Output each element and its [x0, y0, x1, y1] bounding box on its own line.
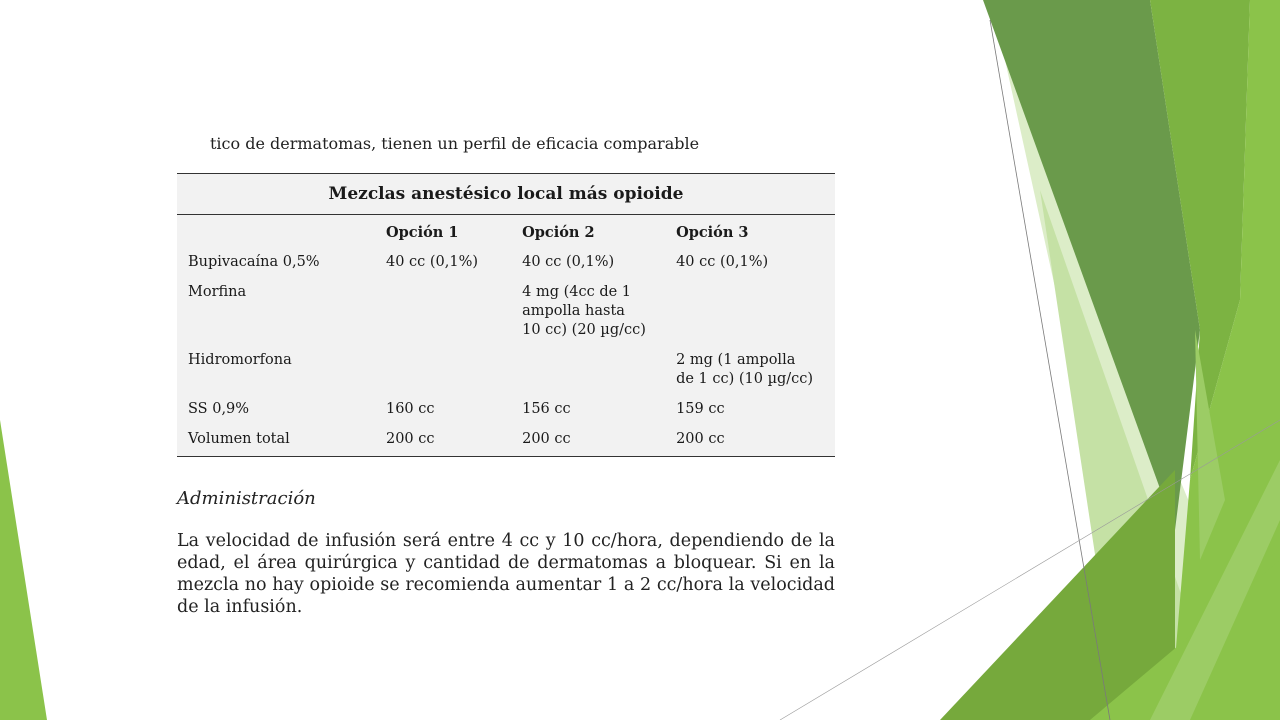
- body-paragraph: La velocidad de infusión será entre 4 cc y 10 cc/hora, dependiendo de la edad, el área quirúrgica y cantidad de dermatomas a bloquear. Si en la mezcla no hay opioide se recomienda aumentar 1 a 2 cc/hora la velocidad de la infusión.: [177, 531, 835, 617]
- section-heading: Administración: [177, 488, 316, 509]
- table-cell: 156 cc: [522, 401, 571, 417]
- table-cell: 2 mg (1 ampolla de 1 cc) (10 µg/cc): [676, 352, 814, 387]
- header-option-3: Opción 3: [676, 224, 749, 241]
- table-cell: 200 cc: [676, 431, 725, 447]
- table-cell: [386, 351, 522, 400]
- table-row: [177, 283, 835, 351]
- header-option-1: Opción 1: [385, 224, 459, 241]
- table-cell: 40 cc (0,1%): [676, 254, 769, 270]
- table-cell: [522, 351, 676, 400]
- row-label: Hidromorfona: [188, 352, 292, 368]
- row-label: Morfina: [188, 284, 247, 300]
- table-cell: 40 cc (0,1%): [385, 254, 479, 270]
- header-option-2: Opción 2: [522, 224, 595, 241]
- table-row: [177, 400, 835, 430]
- left-green-wedge: [0, 420, 47, 720]
- header-blank: [177, 223, 386, 253]
- cut-off-text: tico de dermatomas, tienen un perfil de eficacia comparable: [210, 134, 700, 153]
- table-cell: 200 cc: [385, 431, 435, 447]
- table-title: Mezclas anestésico local más opioide: [177, 174, 835, 215]
- table-row: [177, 351, 835, 400]
- row-label: SS 0,9%: [188, 401, 250, 417]
- table-cell: 4 mg (4cc de 1 ampolla hasta 10 cc) (20 µg/cc): [522, 284, 646, 338]
- table-cell: [676, 283, 835, 351]
- mixtures-table: [177, 173, 835, 457]
- table-cell: 40 cc (0,1%): [522, 254, 615, 270]
- cut-off-text-line: [210, 134, 780, 159]
- table-row: [177, 430, 835, 460]
- table-cell: 200 cc: [522, 431, 571, 447]
- table-row: [177, 253, 835, 283]
- table-cell: [386, 283, 522, 351]
- table-cell: 160 cc: [385, 401, 435, 417]
- table-header-row: [177, 223, 835, 253]
- row-label: Bupivacaína 0,5%: [188, 254, 320, 270]
- table-cell: 159 cc: [676, 401, 725, 417]
- row-label: Volumen total: [188, 431, 290, 447]
- mixtures-grid: [177, 223, 835, 460]
